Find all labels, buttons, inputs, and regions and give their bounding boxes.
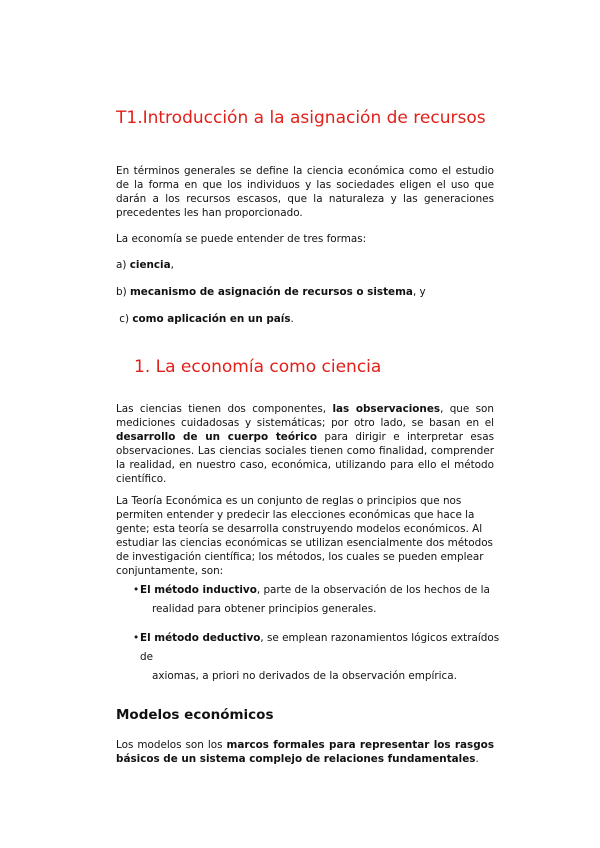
- section1-paragraph-2: La Teoría Económica es un conjunto de reglas o principios que nos permiten entender y predecir las elecciones económicas que hace la gente; esta teoría se desarrolla construyendo modelos económicos. Al estudiar las ciencias económicas se utilizan esencialmente dos métodos de investigación científica; los métodos, los cuales se pueden emplear conjuntamente, son:: [116, 495, 493, 577]
- page-title: T1.Introducción a la asignación de recursos: [116, 108, 486, 128]
- form-item-bold: ciencia: [129, 259, 171, 271]
- method-desc-cont: axiomas, a priori no derivados de la observación empírica.: [152, 670, 457, 682]
- method-item-inductivo: [133, 581, 503, 619]
- method-line: [133, 629, 503, 667]
- bold-run: marcos formales para representar los rasgos básicos de un sistema complejo de relaciones fundamentales: [116, 739, 495, 765]
- method-name: El método inductivo: [140, 584, 257, 596]
- method-desc: , se emplean razonamientos lógicos extraídos de: [140, 632, 500, 663]
- models-paragraph: [116, 738, 494, 766]
- bold-run: desarrollo de un cuerpo teórico: [116, 431, 317, 443]
- text-run: .: [475, 753, 479, 765]
- bullet-icon: •: [133, 584, 140, 596]
- form-item-prefix: a): [116, 259, 130, 271]
- forms-intro: La economía se puede entender de tres formas:: [116, 233, 367, 245]
- method-name: El método deductivo: [140, 632, 261, 644]
- form-item-bold: como aplicación en un país: [132, 313, 291, 325]
- method-item-deductivo: [133, 629, 503, 686]
- form-item-bold: mecanismo de asignación de recursos o sistema: [129, 286, 413, 298]
- text-run: para dirigir e interpretar esas observaciones. Las ciencias sociales tienen como finalidad, comprender la realidad, en nuestro caso, económica, utilizando para ello el método científico.: [116, 431, 494, 485]
- section-title-modelos: Modelos económicos: [116, 707, 274, 723]
- method-desc: , parte de la observación de los hechos de la: [256, 584, 490, 596]
- section1-paragraph-1: [116, 402, 494, 486]
- form-item-prefix: c): [116, 313, 133, 325]
- form-item-c: [116, 313, 294, 325]
- method-desc-cont: realidad para obtener principios generales.: [152, 603, 377, 615]
- form-item-suffix: .: [290, 313, 294, 325]
- intro-paragraph: En términos generales se define la ciencia económica como el estudio de la forma en que los individuos y las sociedades eligen el uso que darán a los recursos escasos, que la naturaleza y las generaciones precedentes les han proporcionado.: [116, 165, 494, 219]
- form-item-b: [116, 286, 426, 298]
- form-item-prefix: b): [116, 286, 130, 298]
- bullet-icon: •: [133, 632, 140, 644]
- bold-run: las observaciones: [332, 403, 441, 415]
- form-item-suffix: , y: [412, 286, 426, 298]
- text-run: , que son mediciones cuidadosas y sistemáticas; por otro lado, se basan en el: [116, 403, 494, 429]
- form-item-suffix: ,: [170, 259, 174, 271]
- text-run: Las ciencias tienen dos componentes,: [116, 403, 333, 415]
- section-title-economia-ciencia: 1. La economía como ciencia: [134, 357, 382, 377]
- method-line: [133, 581, 503, 600]
- text-run: Los modelos son los: [116, 739, 227, 751]
- form-item-a: [116, 259, 174, 271]
